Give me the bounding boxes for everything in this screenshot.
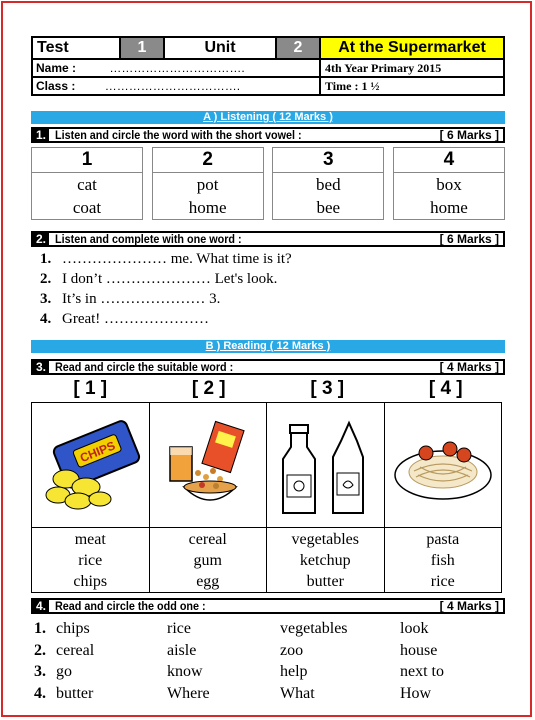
line-number: 3. bbox=[40, 291, 52, 307]
word-option[interactable]: pot bbox=[196, 175, 219, 194]
word-option[interactable]: egg bbox=[196, 573, 220, 590]
odd-row bbox=[34, 640, 500, 662]
odd-row bbox=[34, 683, 500, 705]
header-table bbox=[31, 36, 505, 96]
question-2-text: Listen and complete with one word : bbox=[55, 232, 242, 246]
line-number: 2. bbox=[40, 271, 52, 287]
test-label: Test bbox=[32, 37, 120, 59]
word-option[interactable]: vegetables bbox=[291, 531, 360, 548]
question-3-pictures bbox=[31, 402, 505, 593]
row-number: 1. bbox=[34, 620, 46, 637]
word-option[interactable]: gum bbox=[193, 552, 222, 569]
picture-column bbox=[384, 402, 503, 593]
word-column bbox=[272, 147, 384, 220]
word-option[interactable]: coat bbox=[72, 198, 102, 217]
question-4-text: Read and circle the odd one : bbox=[55, 599, 206, 613]
word-option[interactable]: rice bbox=[430, 573, 455, 590]
question-1-grid bbox=[31, 147, 505, 220]
line-text: ………………… me. What time is it? bbox=[62, 251, 292, 267]
word-option[interactable]: cereal bbox=[56, 641, 95, 659]
word-option[interactable]: butter bbox=[306, 573, 344, 590]
question-3-marks: [ 4 Marks ] bbox=[439, 360, 499, 374]
section-a-bar: A ) Listening ( 12 Marks ) bbox=[31, 111, 505, 124]
word-option[interactable]: help bbox=[280, 663, 308, 680]
question-1-text: Listen and circle the word with the short vowel : bbox=[55, 128, 302, 142]
question-3-text: Read and circle the suitable word : bbox=[55, 360, 234, 374]
word-option[interactable]: chips bbox=[56, 620, 90, 637]
word-option[interactable]: Where bbox=[167, 684, 210, 702]
line-number: 1. bbox=[40, 251, 52, 267]
word-option[interactable]: What bbox=[280, 684, 315, 702]
picture-column bbox=[149, 402, 268, 593]
question-4-rows bbox=[34, 618, 500, 704]
test-number: 1 bbox=[120, 37, 164, 59]
word-column bbox=[393, 147, 505, 220]
picture-column bbox=[266, 402, 385, 593]
question-1-marks: [ 6 Marks ] bbox=[439, 128, 499, 142]
word-option[interactable]: home bbox=[430, 198, 468, 217]
word-column bbox=[31, 147, 143, 220]
word-option[interactable]: know bbox=[167, 663, 203, 680]
word-option[interactable]: rice bbox=[167, 620, 191, 637]
chips-bag-icon bbox=[32, 403, 149, 528]
fill-line[interactable] bbox=[40, 309, 292, 329]
word-option[interactable]: cat bbox=[77, 175, 97, 194]
row-number: 3. bbox=[34, 663, 46, 680]
section-b-bar: B ) Reading ( 12 Marks ) bbox=[31, 340, 505, 353]
question-2-marks: [ 6 Marks ] bbox=[439, 232, 499, 246]
year-info: 4th Year Primary 2015 bbox=[320, 59, 504, 77]
word-option[interactable]: bee bbox=[316, 198, 341, 217]
word-option[interactable]: bed bbox=[316, 175, 341, 194]
question-4-marks: [ 4 Marks ] bbox=[439, 599, 499, 613]
odd-row bbox=[34, 618, 500, 640]
unit-label: Unit bbox=[164, 37, 276, 59]
time-info: Time : 1 ½ bbox=[320, 77, 504, 95]
word-option[interactable]: fish bbox=[430, 552, 455, 569]
question-1-bar bbox=[31, 127, 505, 143]
word-option[interactable]: How bbox=[400, 684, 432, 702]
line-text: It’s in ………………… 3. bbox=[62, 291, 221, 307]
word-option[interactable]: chips bbox=[73, 573, 108, 590]
fill-line[interactable] bbox=[40, 269, 292, 289]
picture-number: [ 1 ] bbox=[73, 378, 108, 399]
name-dots: ……………………………. bbox=[109, 61, 245, 75]
svg-text:CHIPS: CHIPS bbox=[78, 438, 118, 466]
picture-numbers bbox=[31, 378, 505, 400]
picture-number: [ 3 ] bbox=[310, 378, 345, 399]
word-option[interactable]: cereal bbox=[188, 531, 227, 548]
fill-line[interactable] bbox=[40, 289, 292, 309]
unit-title: At the Supermarket bbox=[320, 37, 504, 59]
name-label: Name : bbox=[36, 61, 77, 75]
cereal-bowl-icon bbox=[150, 403, 267, 528]
word-option[interactable]: home bbox=[188, 198, 227, 217]
word-column bbox=[152, 147, 264, 220]
question-4-number: 4. bbox=[33, 600, 49, 612]
row-number: 2. bbox=[34, 641, 46, 659]
unit-number: 2 bbox=[276, 37, 320, 59]
line-text: Great! ………………… bbox=[62, 311, 210, 327]
column-number: 4 bbox=[394, 148, 504, 173]
question-1-number: 1. bbox=[33, 129, 49, 141]
column-number: 2 bbox=[153, 148, 263, 173]
ketchup-bottles-icon bbox=[267, 403, 384, 528]
word-option[interactable]: next to bbox=[400, 663, 444, 680]
column-number: 1 bbox=[32, 148, 142, 173]
question-3-number: 3. bbox=[33, 361, 49, 373]
pasta-plate-icon bbox=[385, 403, 502, 528]
line-text: I don’t ………………… Let's look. bbox=[62, 271, 278, 287]
class-field[interactable] bbox=[32, 77, 320, 95]
column-number: 3 bbox=[273, 148, 383, 173]
question-3-bar bbox=[31, 359, 505, 375]
word-option[interactable]: ketchup bbox=[299, 552, 351, 569]
word-option[interactable]: box bbox=[436, 175, 462, 194]
question-2-bar bbox=[31, 231, 505, 247]
line-number: 4. bbox=[40, 311, 52, 327]
question-2-lines bbox=[40, 249, 292, 329]
picture-column bbox=[31, 402, 150, 593]
word-option[interactable]: go bbox=[56, 663, 72, 680]
class-label: Class : bbox=[36, 79, 76, 93]
word-option[interactable]: look bbox=[400, 620, 429, 637]
word-option[interactable]: zoo bbox=[280, 641, 304, 659]
word-option[interactable]: meat bbox=[74, 531, 106, 548]
row-number: 4. bbox=[34, 684, 46, 702]
odd-row bbox=[34, 661, 500, 683]
picture-number: [ 4 ] bbox=[428, 378, 463, 399]
word-option[interactable]: butter bbox=[56, 684, 94, 702]
word-option[interactable]: rice bbox=[78, 552, 103, 569]
question-4-bar bbox=[31, 598, 505, 614]
word-option[interactable]: aisle bbox=[167, 641, 197, 659]
fill-line[interactable] bbox=[40, 249, 292, 269]
name-field[interactable] bbox=[32, 59, 320, 77]
word-option[interactable]: pasta bbox=[426, 531, 460, 548]
question-2-number: 2. bbox=[33, 233, 49, 245]
word-option[interactable]: vegetables bbox=[280, 620, 348, 637]
word-option[interactable]: house bbox=[400, 641, 438, 659]
picture-number: [ 2 ] bbox=[191, 378, 226, 399]
class-dots: ……………………………. bbox=[104, 79, 241, 93]
